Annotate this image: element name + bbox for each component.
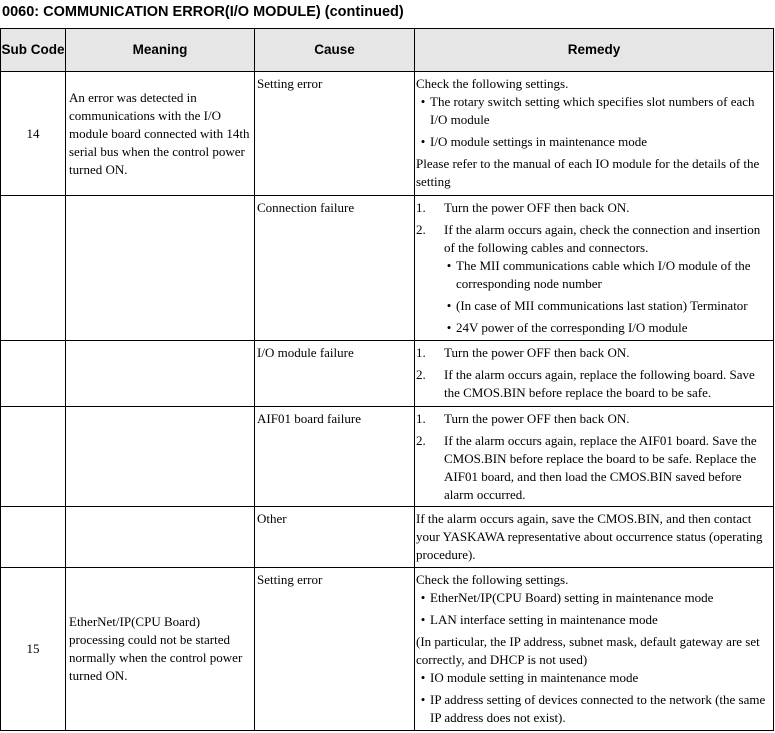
cause-text: Setting error [257, 572, 323, 587]
table-row [1, 341, 774, 407]
remedy-bullet: • IP address setting of devices connected to the network (the same IP address does not exist). [420, 692, 766, 725]
table-row [1, 72, 774, 196]
remedy-note: (In particular, the IP address, subnet mask, default gateway are set correctly, and DHCP is not used) [416, 634, 760, 667]
cause-cell [255, 407, 415, 507]
table-row [1, 407, 774, 507]
meaning-cell [66, 568, 255, 731]
cause-cell [255, 196, 415, 341]
cause-text: I/O module failure [257, 345, 354, 360]
remedy-bullet: • The rotary switch setting which specifies slot numbers of each I/O module [420, 94, 755, 127]
remedy-sub-bullet: • The MII communications cable which I/O module of the corresponding node number [446, 258, 751, 291]
remedy-step: 1. Turn the power OFF then back ON. [416, 411, 630, 426]
header-meaning: Meaning [66, 29, 255, 72]
remedy-cell [415, 407, 774, 507]
meaning-cell [66, 341, 255, 407]
cause-cell [255, 341, 415, 407]
cause-cell [255, 507, 415, 568]
remedy-cell [415, 196, 774, 341]
remedy-sub-bullet: • (In case of MII communications last station) Terminator [446, 298, 748, 313]
sub-code-cell [1, 407, 66, 507]
remedy-cell [415, 568, 774, 731]
remedy-bullet: • I/O module settings in maintenance mode [420, 134, 647, 149]
table-row [1, 568, 774, 731]
meaning-cell [66, 72, 255, 196]
remedy-intro: Check the following settings. [416, 76, 569, 91]
header-sub-code: Sub Code [1, 29, 66, 72]
error-table [0, 28, 774, 731]
header-remedy: Remedy [415, 29, 774, 72]
cause-cell [255, 72, 415, 196]
remedy-cell [415, 507, 774, 568]
cause-text: Setting error [257, 76, 323, 91]
table-header-row [1, 29, 774, 72]
page-title: 0060: COMMUNICATION ERROR(I/O MODULE) (continued) [2, 4, 404, 20]
meaning-cell [66, 196, 255, 341]
remedy-step: 2. If the alarm occurs again, replace the AIF01 board. Save the CMOS.BIN before replace the board to be safe. Replace the AIF01 board, and then load the CMOS.BIN saved before alarm occurred. [416, 433, 757, 502]
cause-text: AIF01 board failure [257, 411, 361, 426]
remedy-sub-bullet: • 24V power of the corresponding I/O module [446, 320, 688, 335]
cause-cell [255, 568, 415, 731]
remedy-text: If the alarm occurs again, save the CMOS.BIN, and then contact your YASKAWA representative about occurrence status (operating procedure). [416, 511, 763, 562]
sub-code-cell: 14 [1, 72, 66, 196]
sub-code-cell [1, 507, 66, 568]
remedy-intro: Check the following settings. [416, 572, 569, 587]
sub-code-cell [1, 196, 66, 341]
remedy-cell [415, 72, 774, 196]
cause-text: Connection failure [257, 200, 355, 215]
meaning-text: An error was detected in communications with the I/O module board connected with 14th serial bus when the control power turned ON. [69, 89, 250, 177]
remedy-cell [415, 341, 774, 407]
header-cause: Cause [255, 29, 415, 72]
remedy-step: 2. If the alarm occurs again, replace the following board. Save the CMOS.BIN before replace the board to be safe. [416, 367, 755, 400]
remedy-bullet: • EtherNet/IP(CPU Board) setting in maintenance mode [420, 590, 714, 605]
remedy-step: 1. Turn the power OFF then back ON. [416, 345, 630, 360]
remedy-bullet: • LAN interface setting in maintenance mode [420, 612, 658, 627]
remedy-step: 1. Turn the power OFF then back ON. [416, 200, 630, 215]
table-row [1, 196, 774, 341]
table-row [1, 507, 774, 568]
meaning-cell [66, 507, 255, 568]
remedy-bullet: • IO module setting in maintenance mode [420, 670, 639, 685]
sub-code-cell [1, 341, 66, 407]
cause-text: Other [257, 511, 287, 526]
meaning-text: EtherNet/IP(CPU Board) processing could not be started normally when the control power turned ON. [69, 614, 243, 683]
sub-code-cell: 15 [1, 568, 66, 731]
remedy-outro: Please refer to the manual of each IO module for the details of the setting [416, 156, 760, 189]
meaning-cell [66, 407, 255, 507]
remedy-step: 2. If the alarm occurs again, check the connection and insertion of the following cables and connectors. [416, 222, 761, 255]
